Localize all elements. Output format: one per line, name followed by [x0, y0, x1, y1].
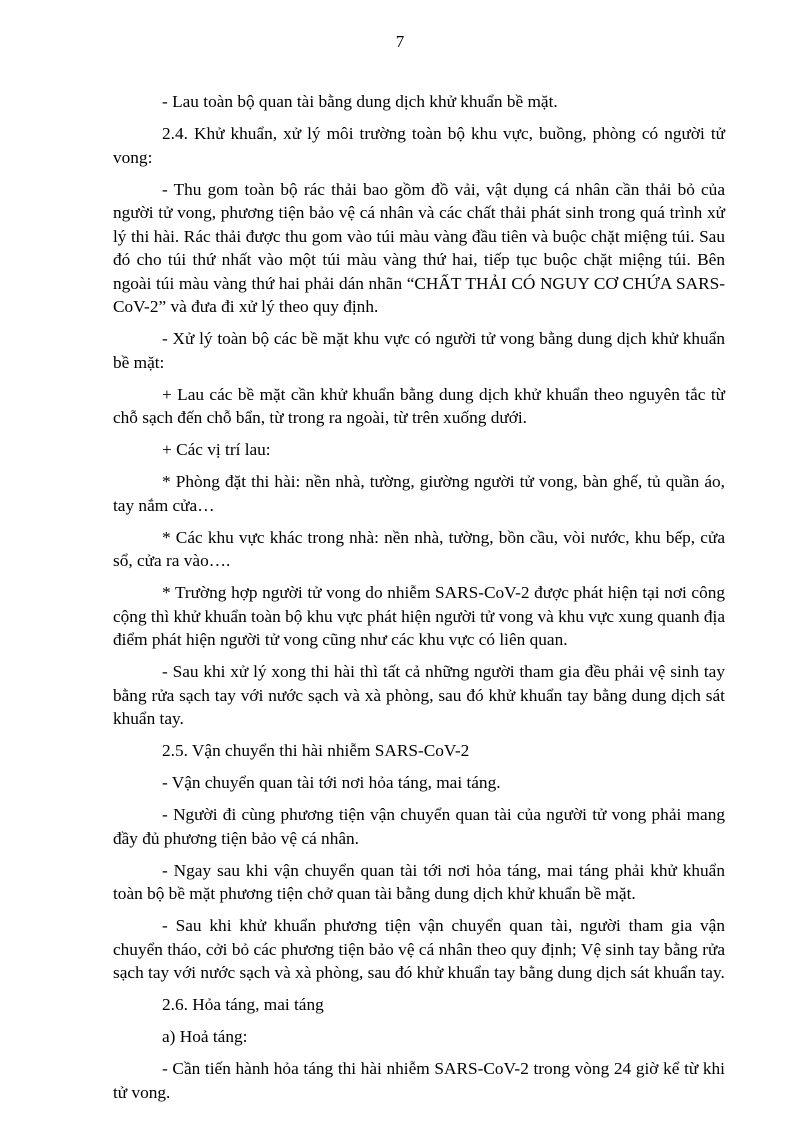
paragraph: - Thu gom toàn bộ rác thải bao gồm đồ vải, vật dụng cá nhân cần thải bỏ của người tử vong, phương tiện bảo vệ cá nhân và các chất thải phát sinh trong quá trình xử lý thi hài. Rác thải được thu gom vào túi màu vàng đầu tiên và buộc chặt miệng túi. Sau đó cho túi thứ nhất vào một túi màu vàng thứ hai, tiếp tục buộc chặt miệng túi. Bên ngoài túi màu vàng thứ hai phải dán nhãn “CHẤT THẢI CÓ NGUY CƠ CHỨA SARS-CoV-2” và đưa đi xử lý theo quy định.	[113, 179, 725, 316]
section-heading-2-6: 2.6. Hỏa táng, mai táng	[162, 995, 324, 1014]
page-number: 7	[395, 32, 405, 51]
paragraph: + Các vị trí lau:	[162, 440, 271, 459]
paragraph: - Sau khi khử khuẩn phương tiện vận chuyển quan tài, người tham gia vận chuyển tháo, cởi bỏ các phương tiện bảo vệ cá nhân theo quy định; Vệ sinh tay bằng rửa sạch tay với nước sạch và xà phòng, sau đó khử khuẩn tay bằng dung dịch sát khuẩn tay.	[113, 916, 725, 982]
paragraph: - Lau toàn bộ quan tài bằng dung dịch khử khuẩn bề mặt.	[162, 92, 558, 111]
section-heading-2-5: 2.5. Vận chuyển thi hài nhiễm SARS-CoV-2	[162, 741, 470, 760]
paragraph: - Cần tiến hành hỏa táng thi hài nhiễm SARS-CoV-2 trong vòng 24 giờ kể từ khi tử vong.	[113, 1059, 725, 1102]
paragraph: * Các khu vực khác trong nhà: nền nhà, tường, bồn cầu, vòi nước, khu bếp, cửa sổ, cửa ra vào….	[113, 527, 725, 570]
paragraph: * Trường hợp người tử vong do nhiễm SARS-CoV-2 được phát hiện tại nơi công cộng thì khử khuẩn toàn bộ khu vực phát hiện người tử vong và khu vực xung quanh địa điểm phát hiện người tử vong cũng như các khu vực có liên quan.	[113, 583, 725, 649]
paragraph: - Người đi cùng phương tiện vận chuyển quan tài của người tử vong phải mang đầy đủ phương tiện bảo vệ cá nhân.	[113, 805, 725, 848]
paragraph: - Vận chuyển quan tài tới nơi hỏa táng, mai táng.	[162, 773, 501, 792]
section-heading-2-4: 2.4. Khử khuẩn, xử lý môi trường toàn bộ khu vực, buồng, phòng có người tử vong:	[113, 124, 725, 167]
paragraph: - Xử lý toàn bộ các bề mặt khu vực có người tử vong bằng dung dịch khử khuẩn bề mặt:	[113, 329, 725, 372]
paragraph: - Ngay sau khi vận chuyển quan tài tới nơi hỏa táng, mai táng phải khử khuẩn toàn bộ bề mặt phương tiện chở quan tài bằng dung dịch khử khuẩn bề mặt.	[113, 860, 725, 903]
paragraph: - Sau khi xử lý xong thi hài thì tất cả những người tham gia đều phải vệ sinh tay bằng rửa sạch tay với nước sạch và xà phòng, sau đó khử khuẩn tay bằng dung dịch sát khuẩn tay.	[113, 662, 725, 728]
document-body	[113, 90, 725, 1113]
subheading-a: a) Hoả táng:	[162, 1027, 248, 1046]
paragraph: + Lau các bề mặt cần khử khuẩn bằng dung dịch khử khuẩn theo nguyên tắc từ chỗ sạch đến chỗ bẩn, từ trong ra ngoài, từ trên xuống dưới.	[113, 384, 725, 427]
paragraph: * Phòng đặt thi hài: nền nhà, tường, giường người tử vong, bàn ghế, tủ quần áo, tay nắm cửa…	[113, 472, 725, 515]
